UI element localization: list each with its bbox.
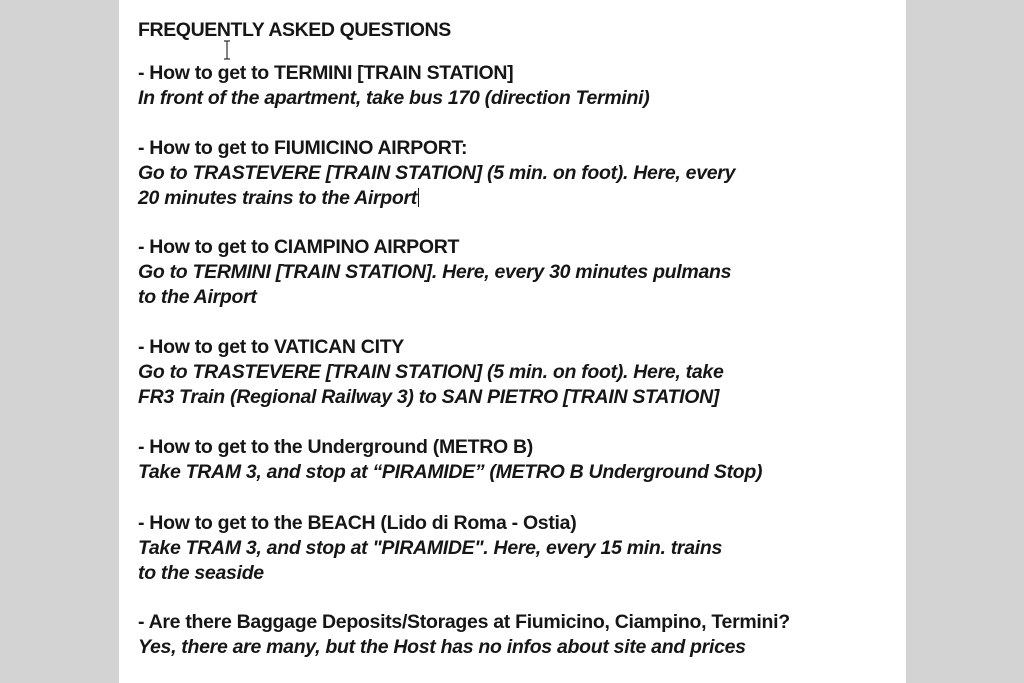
faq-question: - How to get to CIAMPINO AIRPORT: [138, 236, 460, 258]
faq-answer-line-with-caret: [138, 186, 898, 211]
faq-answer-text: 20 minutes trains to the Airport: [138, 187, 417, 209]
faq-item-beach: [138, 511, 898, 586]
faq-answer-line: Take TRAM 3, and stop at "PIRAMIDE". Here, every 15 min. trains: [138, 537, 723, 559]
faq-answer-line: to the Airport: [138, 286, 257, 308]
text-caret: [418, 188, 419, 207]
faq-item-fiumicino: [138, 136, 898, 211]
document-page[interactable]: [119, 0, 906, 683]
faq-answer-line: Go to TRASTEVERE [TRAIN STATION] (5 min. on foot). Here, every: [138, 162, 736, 184]
faq-question: - How to get to the Underground (METRO B): [138, 436, 533, 458]
document-title: FREQUENTLY ASKED QUESTIONS: [138, 19, 451, 41]
faq-question: - How to get to TERMINI [TRAIN STATION]: [138, 62, 514, 84]
faq-answer-line: Take TRAM 3, and stop at “PIRAMIDE” (METRO B Underground Stop): [138, 461, 763, 483]
faq-answer-line: to the seaside: [138, 562, 264, 584]
faq-item-vatican: [138, 335, 898, 410]
faq-question: - Are there Baggage Deposits/Storages at Fiumicino, Ciampino, Termini?: [138, 611, 790, 633]
faq-item-baggage: [138, 610, 898, 660]
faq-question: - How to get to the BEACH (Lido di Roma - Ostia): [138, 512, 577, 534]
faq-answer-line: Go to TERMINI [TRAIN STATION]. Here, every 30 minutes pulmans: [138, 261, 732, 283]
faq-item-termini: [138, 61, 898, 111]
faq-question: - How to get to FIUMICINO AIRPORT:: [138, 137, 468, 159]
faq-answer-line: Go to TRASTEVERE [TRAIN STATION] (5 min. on foot). Here, take: [138, 361, 724, 383]
faq-item-ciampino: [138, 235, 898, 310]
faq-answer-line: FR3 Train (Regional Railway 3) to SAN PIETRO [TRAIN STATION]: [138, 386, 720, 408]
faq-question: - How to get to VATICAN CITY: [138, 336, 405, 358]
faq-answer-line: Yes, there are many, but the Host has no infos about site and prices: [138, 636, 746, 658]
faq-answer-line: In front of the apartment, take bus 170 (direction Termini): [138, 87, 650, 109]
text-ibeam-icon: [223, 40, 231, 60]
faq-item-underground: [138, 435, 898, 485]
